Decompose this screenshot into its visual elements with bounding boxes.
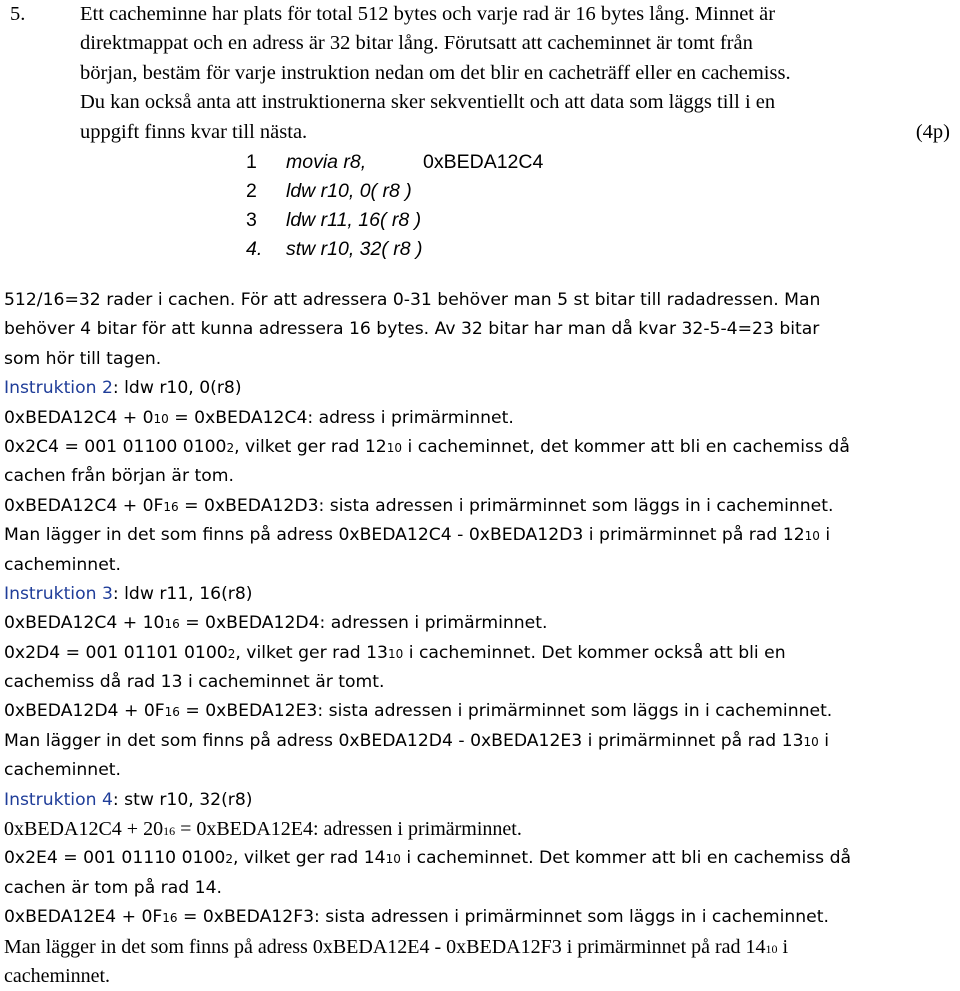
answer-intro-line: behöver 4 bitar för att kunna adressera 16 bytes. Av 32 bitar har man då kvar 32-5-4=23 bitar <box>4 319 820 340</box>
instruction-4-last-address: 0xBEDA12E4 + 0F16 = 0xBEDA12F3: sista adressen i primärminnet som läggs in i cacheminnet. <box>4 907 829 928</box>
instruction-2-binary-cont: cachen från början är tom. <box>4 466 234 487</box>
instruction-3-placement: Man lägger in det som finns på adress 0xBEDA12D4 - 0xBEDA12E3 i primärminnet på rad 1310 i <box>4 730 830 751</box>
instruction-3-placement-cont: cacheminnet. <box>4 760 121 781</box>
answer-intro-line: 512/16=32 rader i cachen. För att adressera 0-31 behöver man 5 st bitar till radadressen. Man <box>4 290 821 310</box>
question-line-4: Du kan också anta att instruktionerna sker sekventiellt och att data som läggs till i en <box>80 91 776 114</box>
instruction-2-binary: 0x2C4 = 001 01100 01002, vilket ger rad 1210 i cacheminnet, det kommer att bli en cachemiss då <box>4 436 850 457</box>
answer-section <box>4 286 959 991</box>
instruction-2-address: 0xBEDA12C4 + 010 = 0xBEDA12C4: adress i primärminnet. <box>4 407 514 428</box>
question-line-5: uppgift finns kvar till nästa. (4p) <box>0 118 960 147</box>
question-line-3: början, bestäm för varje instruktion nedan om det blir en cacheträff eller en cachemiss. <box>80 61 791 84</box>
instruction-4-heading: Instruktion 4: stw r10, 32(r8) <box>4 789 253 810</box>
instruction-4-binary: 0x2E4 = 001 01110 01002, vilket ger rad 1410 i cacheminnet. Det kommer att bli en cachemiss då <box>4 848 852 869</box>
question-number: 5. <box>10 3 26 25</box>
points-label: (4p) <box>915 120 950 143</box>
instruction-3-heading: Instruktion 3: ldw r11, 16(r8) <box>4 583 253 604</box>
instruction-3-binary: 0x2D4 = 001 01101 01002, vilket ger rad 1310 i cacheminnet. Det kommer också att bli en <box>4 642 786 663</box>
instruction-2-placement: Man lägger in det som finns på adress 0xBEDA12C4 - 0xBEDA12D3 i primärminnet på rad 1210 i <box>4 525 831 546</box>
instruction-4-address: 0xBEDA12C4 + 2016 = 0xBEDA12E4: adressen i primärminnet. <box>4 818 522 841</box>
answer-intro-line: som hör till tagen. <box>4 348 162 369</box>
question-5 <box>0 0 960 147</box>
instruction-3-binary-cont: cachemiss då rad 13 i cacheminnet är tomt. <box>4 672 385 693</box>
instruction-4-placement-cont: cacheminnet. <box>4 964 111 987</box>
question-line-2: direktmappat och en adress är 32 bitar lång. Förutsatt att cacheminnet är tomt från <box>80 32 753 55</box>
instruction-4-binary-cont: cachen är tom på rad 14. <box>4 877 222 898</box>
instruction-2-placement-cont: cacheminnet. <box>4 554 121 575</box>
instruction-3-address: 0xBEDA12C4 + 1016 = 0xBEDA12D4: adressen i primärminnet. <box>4 613 548 634</box>
instruction-2-heading: Instruktion 2: ldw r10, 0(r8) <box>4 378 242 399</box>
instruction-4-placement: Man lägger in det som finns på adress 0xBEDA12E4 - 0xBEDA12F3 i primärminnet på rad 1410 i <box>4 935 789 958</box>
question-line-1: 5. Ett cacheminne har plats för total 512 bytes och varje rad är 16 bytes lång. Minnet är <box>0 0 960 29</box>
document-page: 5. Ett cacheminne har plats för total 512 bytes och varje rad är 16 bytes lång. Minnet är direktmappat och en adress är 32 bitar lång. Förutsatt att cacheminnet är tomt från början, bestäm för varje instruktion nedan om det blir en cacheträff eller en cachemiss. Du kan också anta att instruktionerna sker sekventiellt och att data som läggs till i en uppgift finns kvar till nästa. (4p) 1 movia r8, 0xBEDA12C4 2 ldw r10, 0( r8 ) 3 ldw r11, 16( r8 ) 4. stw r10, 32( r8 ) 512/16=32 rader i cachen. För att adressera 0-31 behöver man 5 st bitar till radadressen. Man behöver 4 bitar för att kunna adressera 16 bytes. Av 32 bitar har man då kvar 32-5-4=23 bitar som hör till tagen. Instruktion 2: ldw r10, 0(r8) 0xBEDA12C4 + 010 = 0xBEDA12C4: adress i primärminnet. 0x2C4 = 001 01100 01002, vilket ger rad 1210 i cacheminnet, det kommer att bli en cachemiss då cachen från början är tom. 0xBEDA12C4 + 0F16 = 0xBEDA12D3: sista adressen i primärminnet som läggs in i cacheminnet. Man lägger in det som finns på adress 0xBEDA12C4 - 0xBEDA12D3 i primärminnet på rad 1210 i cacheminnet. Instruktion 3: ldw r11, 16(r8) 0xBEDA12C4 + 1016 = 0xBEDA12D4: adressen i primärminnet. 0x2D4 = 001 01101 01002, vilket ger rad 1310 i cacheminnet. Det kommer också att bli en cachemiss då rad 13 i cacheminnet är tomt. 0xBEDA12D4 + 0F16 = 0xBEDA12E3: sista adressen i primärminnet som läggs in i cacheminnet. Man lägger in det som finns på adress 0xBEDA12D4 - 0xBEDA12E3 i primärminnet på rad 1310 i cacheminnet. Instruktion 4: stw r10, 32(r8) 0xBEDA12C4 + 2016 = 0xBEDA12E4: adressen i primärminnet. 0x2E4 = 001 01110 01002, vilket ger rad 1410 i cacheminnet. Det kommer att bli en cachemiss då cachen är tom på rad 14. 0xBEDA12E4 + 0F16 = 0xBEDA12F3: sista adressen i primärminnet som läggs in i cacheminnet. Man lägger in det som finns på adress 0xBEDA12E4 - 0xBEDA12F3 i primärminnet på rad 1410 i cacheminnet. <box>0 0 960 988</box>
instruction-2-last-address: 0xBEDA12C4 + 0F16 = 0xBEDA12D3: sista adressen i primärminnet som läggs in i cacheminnet. <box>4 495 834 516</box>
instruction-3-last-address: 0xBEDA12D4 + 0F16 = 0xBEDA12E3: sista adressen i primärminnet som läggs in i cacheminnet. <box>4 701 833 722</box>
